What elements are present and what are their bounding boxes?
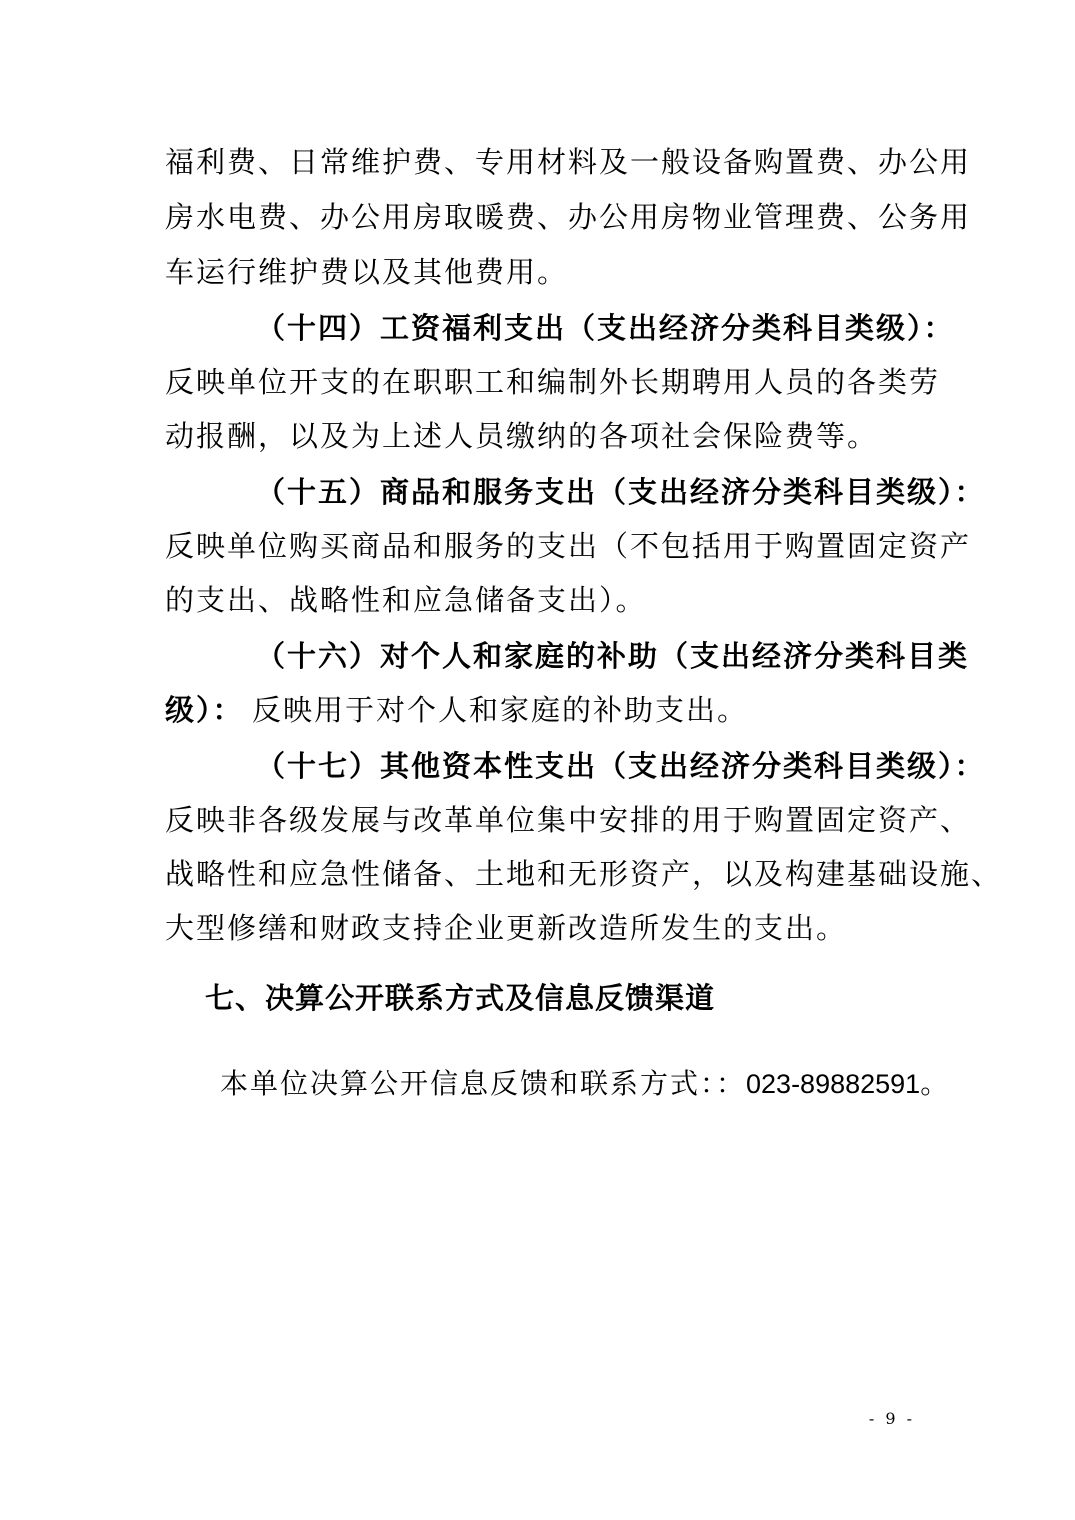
body-text: 反映单位购买商品和服务的支出（不包括用于购置固定资产 <box>165 529 972 563</box>
body-line <box>0 360 1075 404</box>
subheading-line <box>0 470 1075 514</box>
subheading-line <box>0 306 1075 350</box>
body-text: 大型修缮和财政支持企业更新改造所发生的支出。 <box>165 911 848 945</box>
subheading-text: （十七）其他资本性支出（支出经济分类科目类级）： <box>256 749 986 783</box>
body-text: 反映单位开支的在职职工和编制外长期聘用人员的各类劳 <box>165 365 941 399</box>
body-line <box>0 798 1075 842</box>
page-number: - 9 - <box>868 1409 916 1428</box>
body-text: 战略性和应急性储备、土地和无形资产，以及构建基础设施、 <box>165 857 1003 891</box>
body-text: 房水电费、办公用房取暖费、办公用房物业管理费、公务用 <box>165 200 972 234</box>
contact-line <box>220 1060 950 1108</box>
body-text: 福利费、日常维护费、专用材料及一般设备购置费、办公用 <box>165 145 972 179</box>
body-text: 车运行维护费以及其他费用。 <box>165 255 569 289</box>
body-line <box>0 906 1075 950</box>
subheading-line <box>0 744 1075 788</box>
subheading-text: （十六）对个人和家庭的补助（支出经济分类科目类 <box>256 639 970 673</box>
subheading-text: 级）： <box>165 693 244 727</box>
body-line <box>0 524 1075 568</box>
body-line <box>0 414 1075 458</box>
body-line <box>0 195 1075 239</box>
body-line <box>0 688 1075 732</box>
body-line <box>0 140 1075 184</box>
body-text: 的支出、战略性和应急储备支出）。 <box>165 583 647 617</box>
contact-label: 本单位决算公开信息反馈和联系方式：： <box>220 1067 747 1100</box>
body-line <box>0 852 1075 896</box>
body-line <box>0 250 1075 294</box>
contact-end: 。 <box>920 1067 951 1100</box>
body-text: 反映用于对个人和家庭的补助支出。 <box>252 693 749 727</box>
contact-phone: 023-89882591 <box>746 1069 921 1099</box>
body-line <box>0 578 1075 622</box>
body-text: 反映非各级发展与改革单位集中安排的用于购置固定资产、 <box>165 803 972 837</box>
subheading-line <box>0 634 1075 678</box>
body-text: 动报酬，以及为上述人员缴纳的各项社会保险费等。 <box>165 419 879 453</box>
subheading-text: （十四）工资福利支出（支出经济分类科目类级）： <box>256 311 955 345</box>
subheading-text: （十五）商品和服务支出（支出经济分类科目类级）： <box>256 475 986 509</box>
section-heading: 七、决算公开联系方式及信息反馈渠道 <box>205 981 716 1015</box>
